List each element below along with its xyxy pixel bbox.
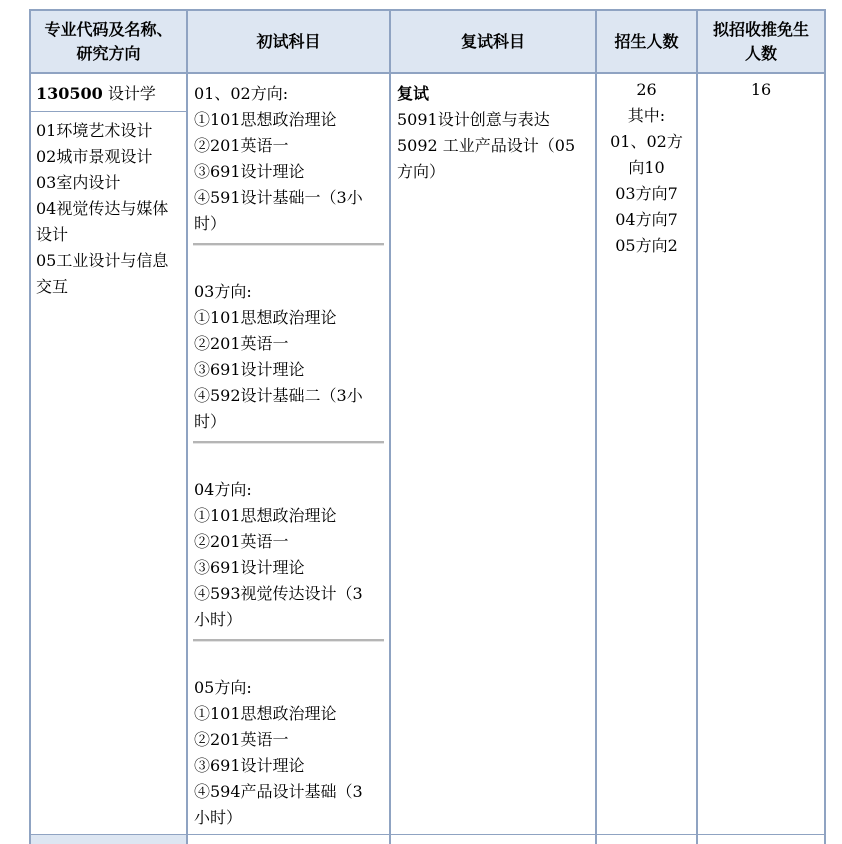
exam-line: ①101思想政治理论	[194, 110, 337, 129]
direction-line: 设计	[36, 225, 69, 244]
exam-line: 05方向:	[194, 678, 252, 697]
header-first-exam	[188, 11, 389, 72]
enrollment-cell	[599, 77, 694, 259]
column-divider-1	[186, 9, 188, 844]
header-recommend	[698, 11, 824, 72]
exam-block-01-02	[194, 81, 363, 237]
column-divider-4	[696, 9, 698, 844]
exam-line: ④592设计基础二（3小	[194, 386, 363, 405]
exam-block-separator	[193, 639, 384, 642]
header-first-exam-label: 初试科目	[256, 31, 321, 51]
enrollment-line: 01、02方	[610, 132, 683, 151]
retest-cell	[397, 81, 575, 185]
direction-line: 01环境艺术设计	[36, 121, 153, 140]
table-border-left	[29, 9, 31, 844]
exam-block-05	[194, 675, 363, 831]
retest-title: 复试	[397, 84, 430, 103]
exam-line: 04方向:	[194, 480, 252, 499]
major-directions	[36, 118, 168, 300]
direction-line: 02城市景观设计	[36, 147, 153, 166]
header-divider	[29, 72, 826, 74]
exam-block-separator	[193, 243, 384, 246]
exam-line: ④591设计基础一（3小	[194, 188, 363, 207]
direction-line: 04视觉传达与媒体	[36, 199, 169, 218]
exam-line: ②201英语一	[194, 730, 289, 749]
exam-block-03	[194, 279, 363, 435]
major-code-name	[36, 81, 156, 107]
exam-line: ②201英语一	[194, 334, 289, 353]
major-code: 130500	[36, 84, 103, 103]
exam-line: ①101思想政治理论	[194, 506, 337, 525]
exam-line: ②201英语一	[194, 532, 289, 551]
major-code-divider	[31, 111, 186, 112]
enrollment-line: 向10	[628, 158, 665, 177]
next-row-shade	[31, 835, 186, 844]
enrollment-line: 其中:	[627, 106, 666, 125]
exam-line: 小时）	[194, 808, 243, 827]
recommend-cell	[698, 77, 824, 103]
header-retest	[391, 11, 595, 72]
recommend-count: 16	[750, 80, 772, 99]
direction-line: 03室内设计	[36, 173, 121, 192]
exam-line: 03方向:	[194, 282, 252, 301]
column-divider-3	[595, 9, 597, 844]
enrollment-line: 05方向2	[615, 236, 678, 255]
header-major	[31, 11, 186, 72]
exam-line: ②201英语一	[194, 136, 289, 155]
exam-line: ④594产品设计基础（3	[194, 782, 363, 801]
header-retest-label: 复试科目	[460, 31, 525, 51]
table-border-right	[824, 9, 826, 844]
exam-block-04	[194, 477, 363, 633]
major-name: 设计学	[107, 84, 156, 103]
direction-line: 05工业设计与信息	[36, 251, 169, 270]
retest-line: 5092 工业产品设计（05	[397, 136, 576, 155]
direction-line: 交互	[36, 277, 69, 296]
retest-line: 5091设计创意与表达	[397, 110, 550, 129]
exam-line: ④593视觉传达设计（3	[194, 584, 363, 603]
retest-line: 方向）	[397, 162, 446, 181]
exam-line: 时）	[194, 412, 227, 431]
column-divider-2	[389, 9, 391, 844]
header-enrollment-label: 招生人数	[614, 31, 679, 51]
header-recommend-line-1: 拟招收推免生	[712, 19, 809, 39]
exam-line: ③691设计理论	[194, 756, 305, 775]
enrollment-total: 26	[636, 80, 657, 99]
exam-line: ③691设计理论	[194, 360, 305, 379]
exam-block-separator	[193, 441, 384, 444]
enrollment-line: 03方向7	[615, 184, 678, 203]
header-major-line-2: 研究方向	[76, 43, 141, 63]
header-major-line-1: 专业代码及名称、	[44, 19, 173, 39]
exam-line: ③691设计理论	[194, 162, 305, 181]
exam-line: 小时）	[194, 610, 243, 629]
exam-line: ①101思想政治理论	[194, 308, 337, 327]
exam-line: 时）	[194, 214, 227, 233]
exam-line: 01、02方向:	[194, 84, 289, 103]
header-enrollment	[597, 11, 696, 72]
enrollment-line: 04方向7	[615, 210, 678, 229]
exam-line: ①101思想政治理论	[194, 704, 337, 723]
exam-line: ③691设计理论	[194, 558, 305, 577]
header-recommend-line-2: 人数	[744, 43, 777, 63]
